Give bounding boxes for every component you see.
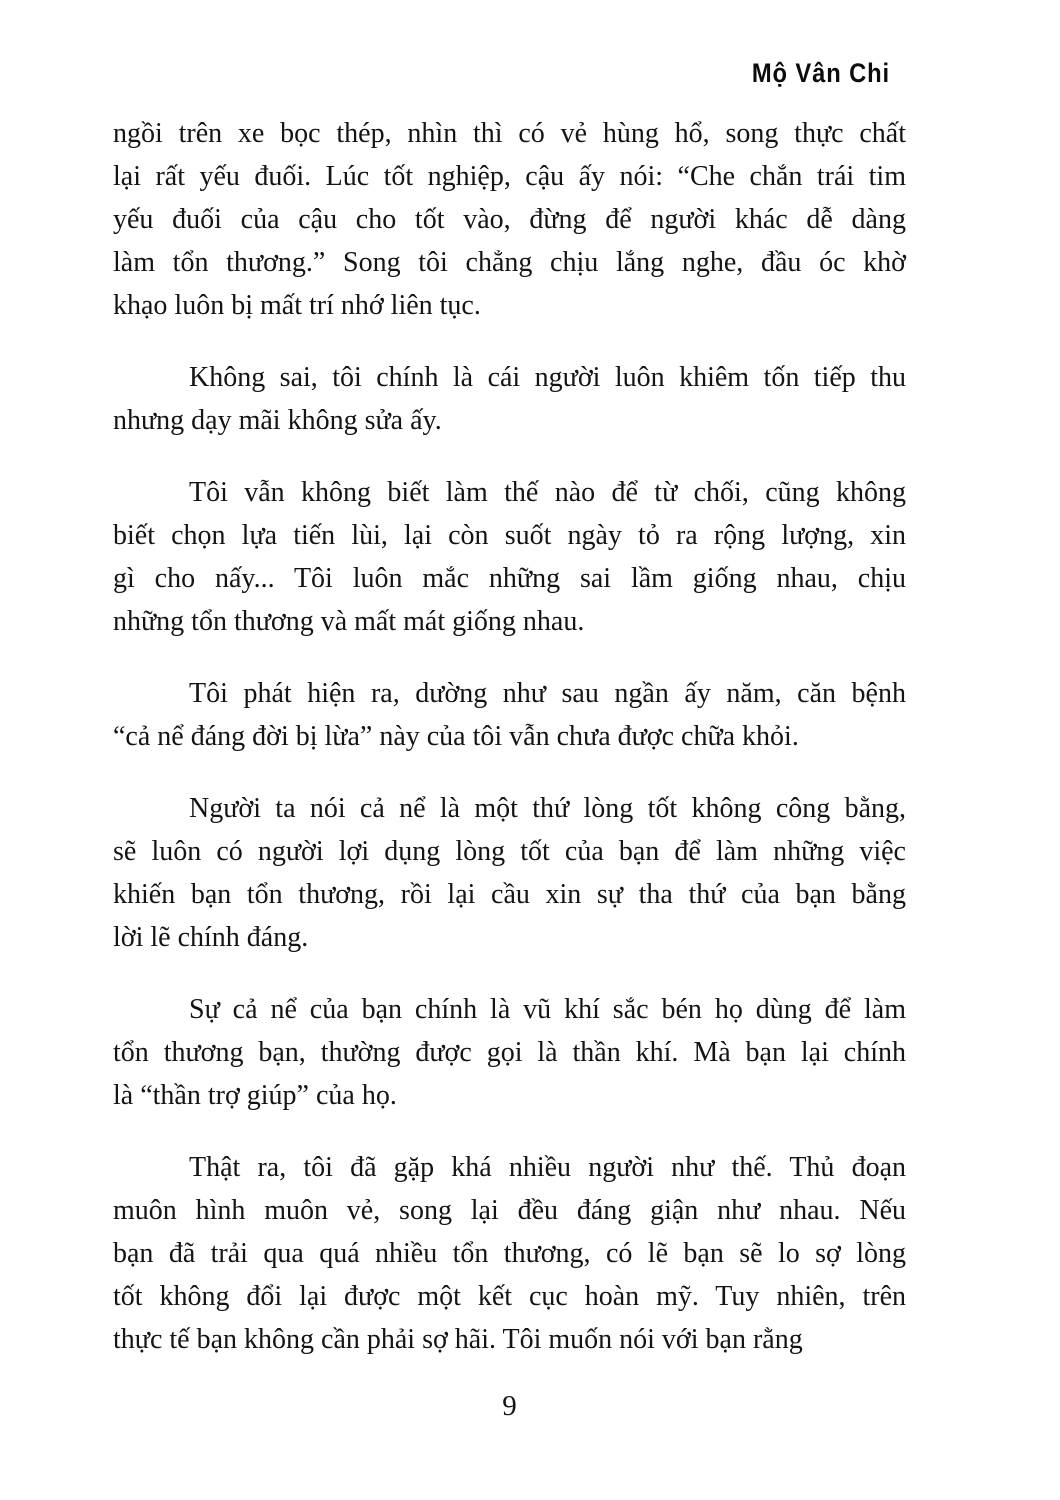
paragraph (113, 112, 906, 327)
text-line: Thật ra, tôi đã gặp khá nhiều người như thế. Thủ đoạn (189, 1152, 906, 1183)
body-text (113, 112, 906, 1361)
text-line: Tôi phát hiện ra, dường như sau ngần ấy năm, căn bệnh (189, 678, 906, 709)
text-line: bạn đã trải qua quá nhiều tổn thương, có lẽ bạn sẽ lo sợ lòng (113, 1238, 906, 1269)
text-line: gì cho nấy... Tôi luôn mắc những sai lầm giống nhau, chịu (113, 563, 906, 594)
text-line: ngồi trên xe bọc thép, nhìn thì có vẻ hùng hổ, song thực chất (113, 118, 906, 149)
paragraph (113, 787, 906, 959)
text-line: nhưng dạy mãi không sửa ấy. (113, 405, 442, 436)
text-line: tốt không đổi lại được một kết cục hoàn mỹ. Tuy nhiên, trên (113, 1281, 906, 1312)
text-line: lời lẽ chính đáng. (113, 922, 309, 953)
text-line: biết chọn lựa tiến lùi, lại còn suốt ngày tỏ ra rộng lượng, xin (113, 520, 906, 551)
text-line: khạo luôn bị mất trí nhớ liên tục. (113, 290, 481, 321)
paragraph (113, 672, 906, 758)
running-header: Mộ Vân Chi (751, 58, 890, 88)
text-line: Sự cả nể của bạn chính là vũ khí sắc bén họ dùng để làm (189, 994, 906, 1025)
text-line: Người ta nói cả nể là một thứ lòng tốt không công bằng, (189, 793, 906, 824)
text-line: yếu đuối của cậu cho tốt vào, đừng để người khác dễ dàng (113, 204, 906, 235)
text-line: thực tế bạn không cần phải sợ hãi. Tôi muốn nói với bạn rằng (113, 1324, 803, 1355)
text-line: lại rất yếu đuối. Lúc tốt nghiệp, cậu ấy nói: “Che chắn trái tim (113, 161, 906, 192)
paragraph (113, 988, 906, 1117)
text-line: muôn hình muôn vẻ, song lại đều đáng giận như nhau. Nếu (113, 1195, 906, 1226)
text-line: là “thần trợ giúp” của họ. (113, 1080, 397, 1111)
text-line: sẽ luôn có người lợi dụng lòng tốt của bạn để làm những việc (113, 836, 906, 867)
text-line: những tổn thương và mất mát giống nhau. (113, 606, 585, 637)
page-number: 9 (502, 1390, 517, 1422)
paragraph (113, 1146, 906, 1361)
text-line: tổn thương bạn, thường được gọi là thần khí. Mà bạn lại chính (113, 1037, 906, 1068)
text-line: Tôi vẫn không biết làm thế nào để từ chối, cũng không (189, 477, 906, 508)
text-line: Không sai, tôi chính là cái người luôn khiêm tốn tiếp thu (189, 362, 906, 393)
paragraph (113, 471, 906, 643)
text-line: “cả nể đáng đời bị lừa” này của tôi vẫn chưa được chữa khỏi. (113, 721, 799, 752)
text-line: làm tổn thương.” Song tôi chẳng chịu lắng nghe, đầu óc khờ (113, 247, 906, 278)
paragraph (113, 356, 906, 442)
text-line: khiến bạn tổn thương, rồi lại cầu xin sự tha thứ của bạn bằng (113, 879, 906, 910)
